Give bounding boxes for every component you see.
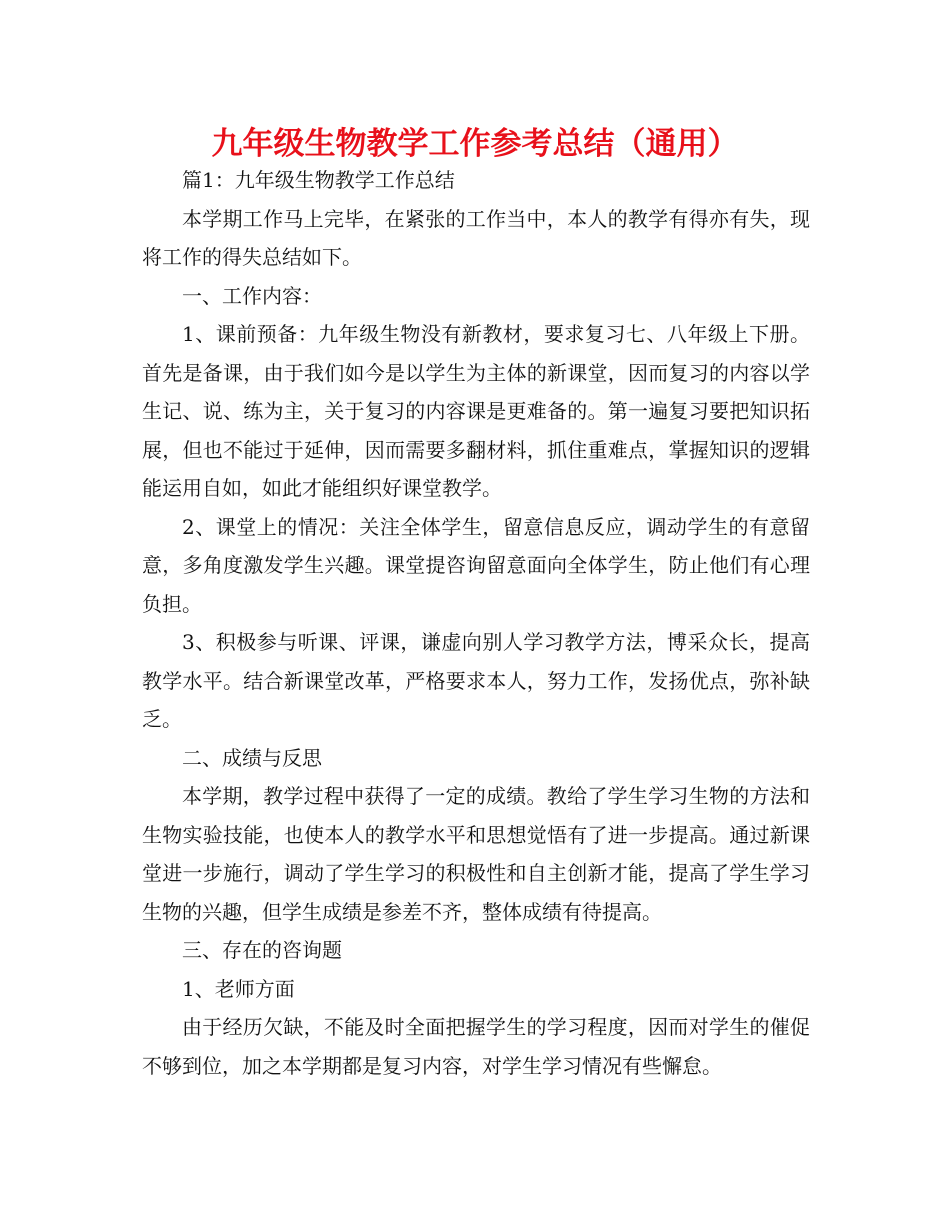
paragraph-heading-part1: 篇1：九年级生物教学工作总结 [182,168,455,192]
section-heading-results: 二、成绩与反思 [182,745,322,770]
paragraph-teacher: 由于经历欠缺，不能及时全面把握学生的学习程度，因而对学生的催促不够到位，加之本学期都是复习内容，对学生学习情况有些懈怠。 [142,1015,810,1078]
section-heading-work-content: 一、工作内容： [182,283,322,308]
document-title: 九年级生物教学工作参考总结（通用） [211,126,739,162]
section-heading-problems: 三、存在的咨询题 [182,938,342,962]
paragraph-intro: 本学期工作马上完毕，在紧张的工作当中，本人的教学有得亦有失，现将工作的得失总结如下。 [142,206,810,269]
paragraph-lesson-observation: 3、积极参与听课、评课，谦虚向别人学习教学方法，博采众长，提高教学水平。结合新课堂改革，严格要求本人，努力工作，发扬优点，弥补缺乏。 [142,630,810,731]
paragraph-classroom: 2、课堂上的情况：关注全体学生，留意信息反应，调动学生的有意留意，多角度激发学生兴趣。课堂提咨询留意面向全体学生，防止他们有心理负担。 [142,514,810,616]
document-body [142,161,810,1085]
subheading-teacher: 1、老师方面 [182,976,295,1001]
paragraph-results: 本学期，教学过程中获得了一定的成绩。教给了学生学习生物的方法和生物实验技能，也使本人的教学水平和思想觉悟有了进一步提高。通过新课堂进一步施行，调动了学生学习的积极性和自主创新才能，提高了学生学习生物的兴趣，但学生成绩是参差不齐，整体成绩有待提高。 [142,784,810,924]
paragraph-preparation: 1、课前预备：九年级生物没有新教材，要求复习七、八年级上下册。首先是备课，由于我们如今是以学生为主体的新课堂，因而复习的内容以学生记、说、练为主，关于复习的内容课是更难备的。第一遍复习要把知识拓展，但也不能过于延伸，因而需要多翻材料，抓住重难点，掌握知识的逻辑能运用自如，如此才能组织好课堂教学。 [142,322,810,500]
